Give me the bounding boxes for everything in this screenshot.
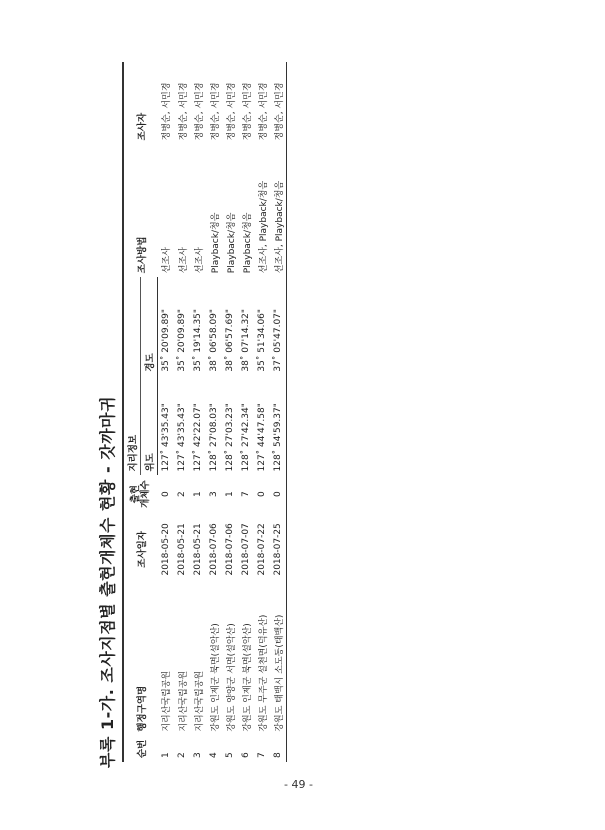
cell-lng: 38˚ 06'57.69" [225, 308, 235, 372]
cell-date: 2018-07-06 [209, 523, 219, 576]
cell-count: 1 [225, 491, 235, 497]
cell-method: 선조사 [178, 247, 189, 274]
header-no: 순번 [123, 736, 158, 762]
cell-lng: 38˚ 07'14.32" [241, 308, 251, 372]
cell-method: Playback/청음 [226, 212, 237, 274]
cell-no: 5 [225, 752, 235, 758]
cell-researcher: 정병순, 서민경 [258, 82, 269, 141]
cell-researcher: 정병순, 서민경 [178, 82, 189, 141]
table-row [190, 62, 206, 762]
cell-area: 지리산국립공원 [162, 670, 173, 732]
cell-lat: 127˚ 42'22.07" [193, 403, 203, 472]
table-caption: 부록 1-가. 조사지점별 출현개체수 현황 - 갓까마귀 [98, 395, 117, 768]
cell-lng: 35˚ 19'14.35" [193, 308, 203, 372]
cell-date: 2018-05-21 [193, 523, 203, 576]
cell-count: 0 [257, 491, 267, 497]
cell-area: 강원도 인제군 북면(설악산) [210, 623, 221, 732]
cell-lng: 35˚ 20'09.89" [161, 308, 171, 372]
table-row [254, 62, 270, 762]
cell-researcher: 정병순, 서민경 [162, 82, 173, 141]
cell-lat: 128˚ 27'08.03" [209, 403, 219, 472]
cell-lng: 35˚ 20'09.89" [177, 308, 187, 372]
table-row [222, 62, 238, 762]
header-lat: 위도 [141, 376, 158, 476]
cell-count: 7 [241, 491, 251, 497]
cell-method: Playback/청음 [210, 212, 221, 274]
cell-method: Playback/청음 [242, 212, 253, 274]
page-number: - 49 - [284, 778, 313, 791]
header-row [123, 62, 141, 762]
header-count: 출현 개체수 [123, 476, 158, 513]
table-row [238, 62, 254, 762]
cell-researcher: 정병순, 서민경 [270, 62, 287, 144]
cell-no: 8 [270, 736, 287, 762]
cell-no: 6 [241, 752, 251, 758]
cell-researcher: 정병순, 서민경 [242, 82, 253, 141]
cell-area: 강원도 양양군 서면(설악산) [226, 623, 237, 732]
cell-count: 0 [160, 491, 171, 497]
cell-no: 4 [209, 752, 219, 758]
table-row [158, 62, 175, 762]
cell-lng: 38˚ 06'58.09" [209, 308, 219, 372]
cell-date: 2018-07-07 [241, 523, 251, 576]
table-row [206, 62, 222, 762]
header-area: 행정구역명 [123, 586, 158, 736]
cell-lng: 35˚ 51'34.06" [257, 308, 267, 372]
cell-date: 2018-07-06 [225, 523, 235, 576]
header-geo: 지리정보 [123, 277, 141, 475]
cell-lat: 127˚ 43'35.43" [161, 403, 171, 472]
cell-area: 강원도 인제군 북면(설악산) [242, 623, 253, 732]
table-body [158, 62, 287, 762]
cell-lat: 127˚ 44'47.58" [257, 403, 267, 472]
cell-count: 3 [209, 491, 219, 497]
cell-lat: 127˚ 43'35.43" [177, 403, 187, 472]
cell-no: 3 [193, 752, 203, 758]
survey-table [122, 62, 287, 762]
cell-method: 선조사 [194, 247, 205, 274]
header-lng: 경도 [141, 277, 158, 375]
table-row [174, 62, 190, 762]
cell-no: 1 [160, 752, 171, 758]
cell-researcher: 정병순, 서민경 [210, 82, 221, 141]
header-date: 조사일자 [123, 513, 158, 586]
cell-researcher: 정병순, 서민경 [226, 82, 237, 141]
cell-lat: 128˚ 27'42.34" [241, 403, 251, 472]
table-row [270, 62, 287, 762]
cell-no: 7 [257, 752, 267, 758]
cell-area: 강원도 태백시 소도동(태백산) [270, 586, 287, 736]
cell-no: 2 [177, 752, 187, 758]
cell-count: 2 [177, 491, 187, 497]
cell-method: 선조사, Playback/청음 [258, 180, 269, 274]
cell-area: 강원도 무주군 설천면(덕유산) [258, 614, 269, 732]
cell-date: 2018-07-25 [270, 513, 287, 586]
cell-lat: 128˚ 27'03.23" [225, 403, 235, 472]
cell-lat: 128˚ 54'59.37" [270, 376, 287, 476]
cell-date: 2018-07-22 [257, 523, 267, 576]
cell-method: 선조사, Playback/청음 [270, 144, 287, 277]
cell-method: 선조사 [162, 247, 173, 274]
cell-area: 지리산국립공원 [178, 670, 189, 732]
header-researcher: 조사자 [123, 62, 158, 144]
cell-area: 지리산국립공원 [194, 670, 205, 732]
cell-date: 2018-05-20 [160, 523, 171, 576]
header-method: 조사방법 [123, 144, 158, 277]
cell-count: 0 [270, 476, 287, 513]
cell-lng: 37˚ 05'47.07" [270, 277, 287, 375]
cell-date: 2018-05-21 [177, 523, 187, 576]
cell-researcher: 정병순, 서민경 [194, 82, 205, 141]
cell-count: 1 [193, 491, 203, 497]
